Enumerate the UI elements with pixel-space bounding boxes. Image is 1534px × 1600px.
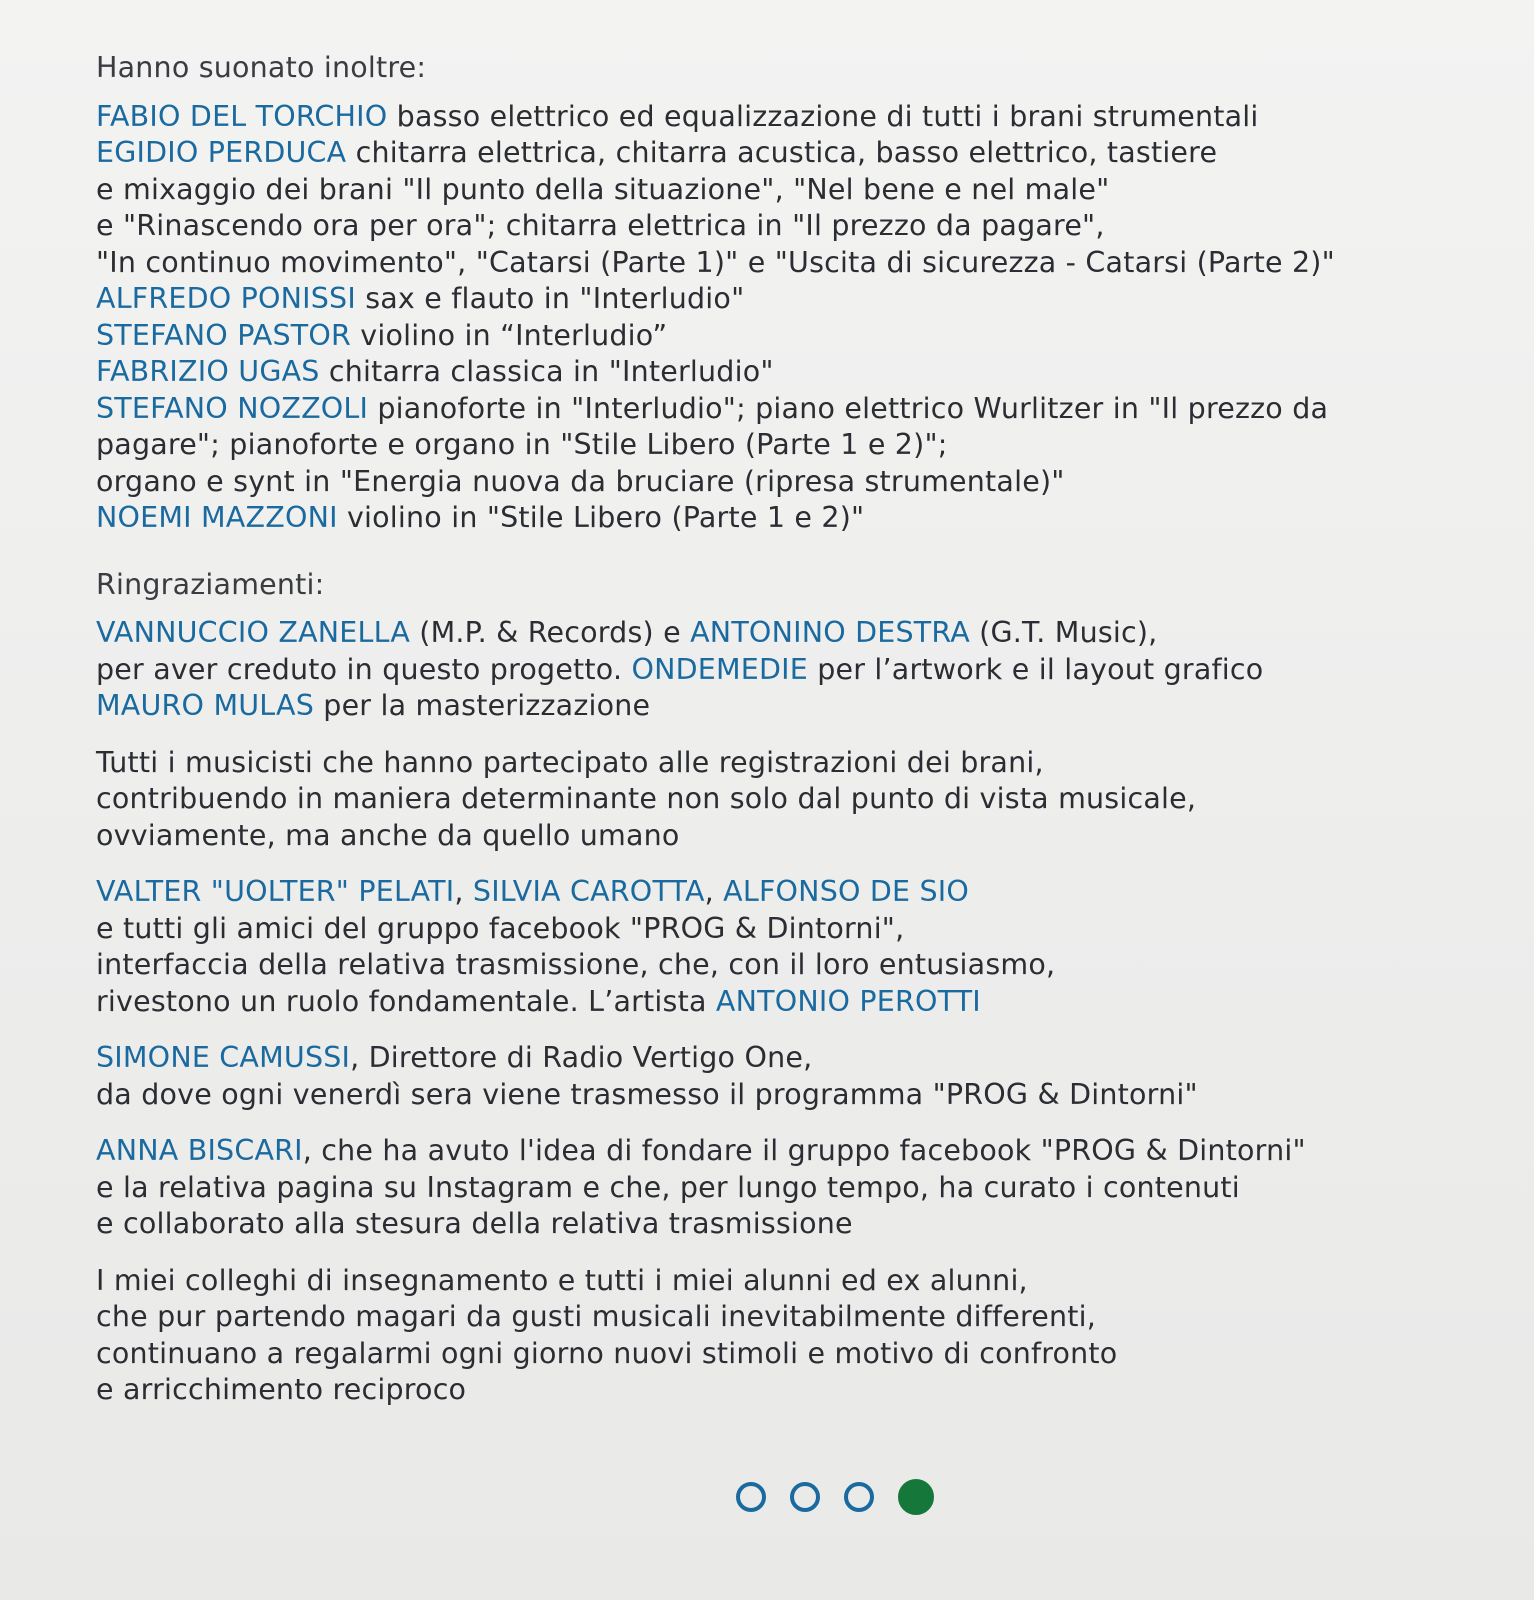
thanked-name: ANTONIO PEROTTI — [715, 984, 981, 1018]
thanks-text: , Direttore di Radio Vertigo One, — [350, 1041, 813, 1074]
thanks-line — [96, 1040, 1506, 1077]
player-line — [96, 318, 1506, 355]
thanks-text: (M.P. & Records) e — [410, 616, 691, 649]
thanks-text: Tutti i musicisti che hanno partecipato alle registrazioni dei brani, — [96, 745, 1044, 779]
thanks-text: rivestono un ruolo fondamentale. L’artista — [96, 984, 716, 1018]
thanked-name: VALTER "UOLTER" PELATI — [96, 875, 455, 908]
role-text: chitarra elettrica, chitarra acustica, basso elettrico, tastiere — [346, 136, 1218, 169]
players-list — [96, 99, 1506, 537]
thanks-paragraph — [96, 745, 1506, 855]
musician-name: EGIDIO PERDUCA — [96, 136, 347, 169]
player-line — [96, 354, 1506, 391]
thanks-text: che pur partendo magari da gusti musicali inevitabilmente differenti, — [96, 1300, 1096, 1333]
player-line — [96, 500, 1506, 537]
musician-name: FABRIZIO UGAS — [96, 355, 320, 388]
thanks-text: continuano a regalarmi ogni giorno nuovi stimoli e motivo di confronto — [96, 1336, 1118, 1370]
thanked-name: VANNUCCIO ZANELLA — [96, 616, 411, 649]
role-text: e mixaggio dei brani "Il punto della situazione", "Nel bene e nel male" — [96, 172, 1110, 206]
thanks-text: per aver creduto in questo progetto. — [96, 652, 632, 686]
credits-content — [96, 50, 1506, 1429]
thanks-text: per l’artwork e il layout grafico — [807, 652, 1264, 686]
player-line — [96, 135, 1506, 172]
thanks-text: ovviamente, ma anche da quello umano — [96, 818, 680, 852]
page-indicator — [736, 1482, 934, 1515]
thanks-text: I miei colleghi di insegnamento e tutti i miei alunni ed ex alunni, — [96, 1263, 1028, 1297]
thanked-name: SIMONE CAMUSSI — [96, 1041, 351, 1074]
thanks-text: e collaborato alla stesura della relativa trasmissione — [96, 1207, 853, 1240]
page-dot-4-active — [898, 1479, 934, 1515]
player-line — [96, 99, 1506, 136]
role-text: violino in “Interludio” — [351, 318, 668, 352]
role-text: "In continuo movimento", "Catarsi (Parte 1)" e "Uscita di sicurezza - Catarsi (Parte 2)" — [96, 245, 1335, 279]
role-text: sax e flauto in "Interludio" — [355, 282, 745, 315]
musician-name: NOEMI MAZZONI — [96, 501, 338, 534]
musician-name: STEFANO PASTOR — [96, 318, 351, 352]
thanks-heading: Ringraziamenti: — [96, 567, 325, 601]
thanks-text: interfaccia della relativa trasmissione, che, con il loro entusiasmo, — [96, 948, 1056, 981]
thanks-paragraph — [96, 1263, 1506, 1409]
thanks-paragraph — [96, 874, 1506, 1020]
musician-name: FABIO DEL TORCHIO — [96, 99, 388, 133]
thanks-line — [96, 1133, 1506, 1170]
thanks-line — [96, 874, 1506, 911]
role-text: e "Rinascendo ora per ora"; chitarra elettrica in "Il prezzo da pagare", — [96, 209, 1105, 242]
thanks-paragraph — [96, 1040, 1506, 1113]
thanks-text: (G.T. Music), — [969, 616, 1158, 649]
thanks-text: , — [454, 875, 473, 908]
thanks-text: contribuendo in maniera determinante non solo dal punto di vista musicale, — [96, 782, 1197, 815]
role-text: violino in "Stile Libero (Parte 1 e 2)" — [337, 501, 865, 534]
role-text: pagare"; pianoforte e organo in "Stile Libero (Parte 1 e 2)"; — [96, 428, 948, 461]
thanked-name: ALFONSO DE SIO — [723, 875, 970, 908]
thanked-name: ONDEMEDIE — [631, 652, 808, 686]
thanks-line — [96, 984, 1506, 1021]
page-dot-2 — [790, 1482, 820, 1512]
thanked-name: MAURO MULAS — [96, 689, 315, 722]
page-dot-3 — [844, 1482, 874, 1512]
thanks-text: , che ha avuto l'idea di fondare il gruppo facebook "PROG & Dintorni" — [302, 1134, 1306, 1167]
thanks-paragraph — [96, 615, 1506, 725]
musician-name: STEFANO NOZZOLI — [96, 391, 369, 425]
player-line — [96, 391, 1506, 428]
player-line — [96, 281, 1506, 318]
thanks-text: e arricchimento reciproco — [96, 1373, 467, 1406]
role-text: chitarra classica in "Interludio" — [319, 355, 774, 388]
thanks-line — [96, 615, 1506, 652]
thanks-text: e tutti gli amici del gruppo facebook "PROG & Dintorni", — [96, 911, 905, 945]
thanks-text: da dove ogni venerdì sera viene trasmesso il programma "PROG & Dintorni" — [96, 1077, 1198, 1111]
thanks-text: e la relativa pagina su Instagram e che, per lungo tempo, ha curato i contenuti — [96, 1170, 1240, 1204]
page-dot-1 — [736, 1482, 766, 1512]
role-text: organo e synt in "Energia nuova da bruciare (ripresa strumentale)" — [96, 464, 1065, 498]
thanked-name: SILVIA CAROTTA — [472, 875, 705, 908]
thanks-paragraph — [96, 1133, 1506, 1243]
thanks-text: , — [704, 875, 724, 908]
thanked-name: ANNA BISCARI — [96, 1134, 303, 1167]
musician-name: ALFREDO PONISSI — [96, 282, 356, 315]
role-text: pianoforte in "Interludio"; piano elettrico Wurlitzer in "Il prezzo da — [368, 391, 1329, 425]
role-text: basso elettrico ed equalizzazione di tutti i brani strumentali — [387, 99, 1259, 133]
thanks-line — [96, 688, 1506, 725]
thanks-line — [96, 652, 1506, 689]
players-heading: Hanno suonato inoltre: — [96, 51, 427, 84]
thanked-name: ANTONINO DESTRA — [690, 616, 970, 649]
thanks-text: per la masterizzazione — [314, 689, 651, 722]
